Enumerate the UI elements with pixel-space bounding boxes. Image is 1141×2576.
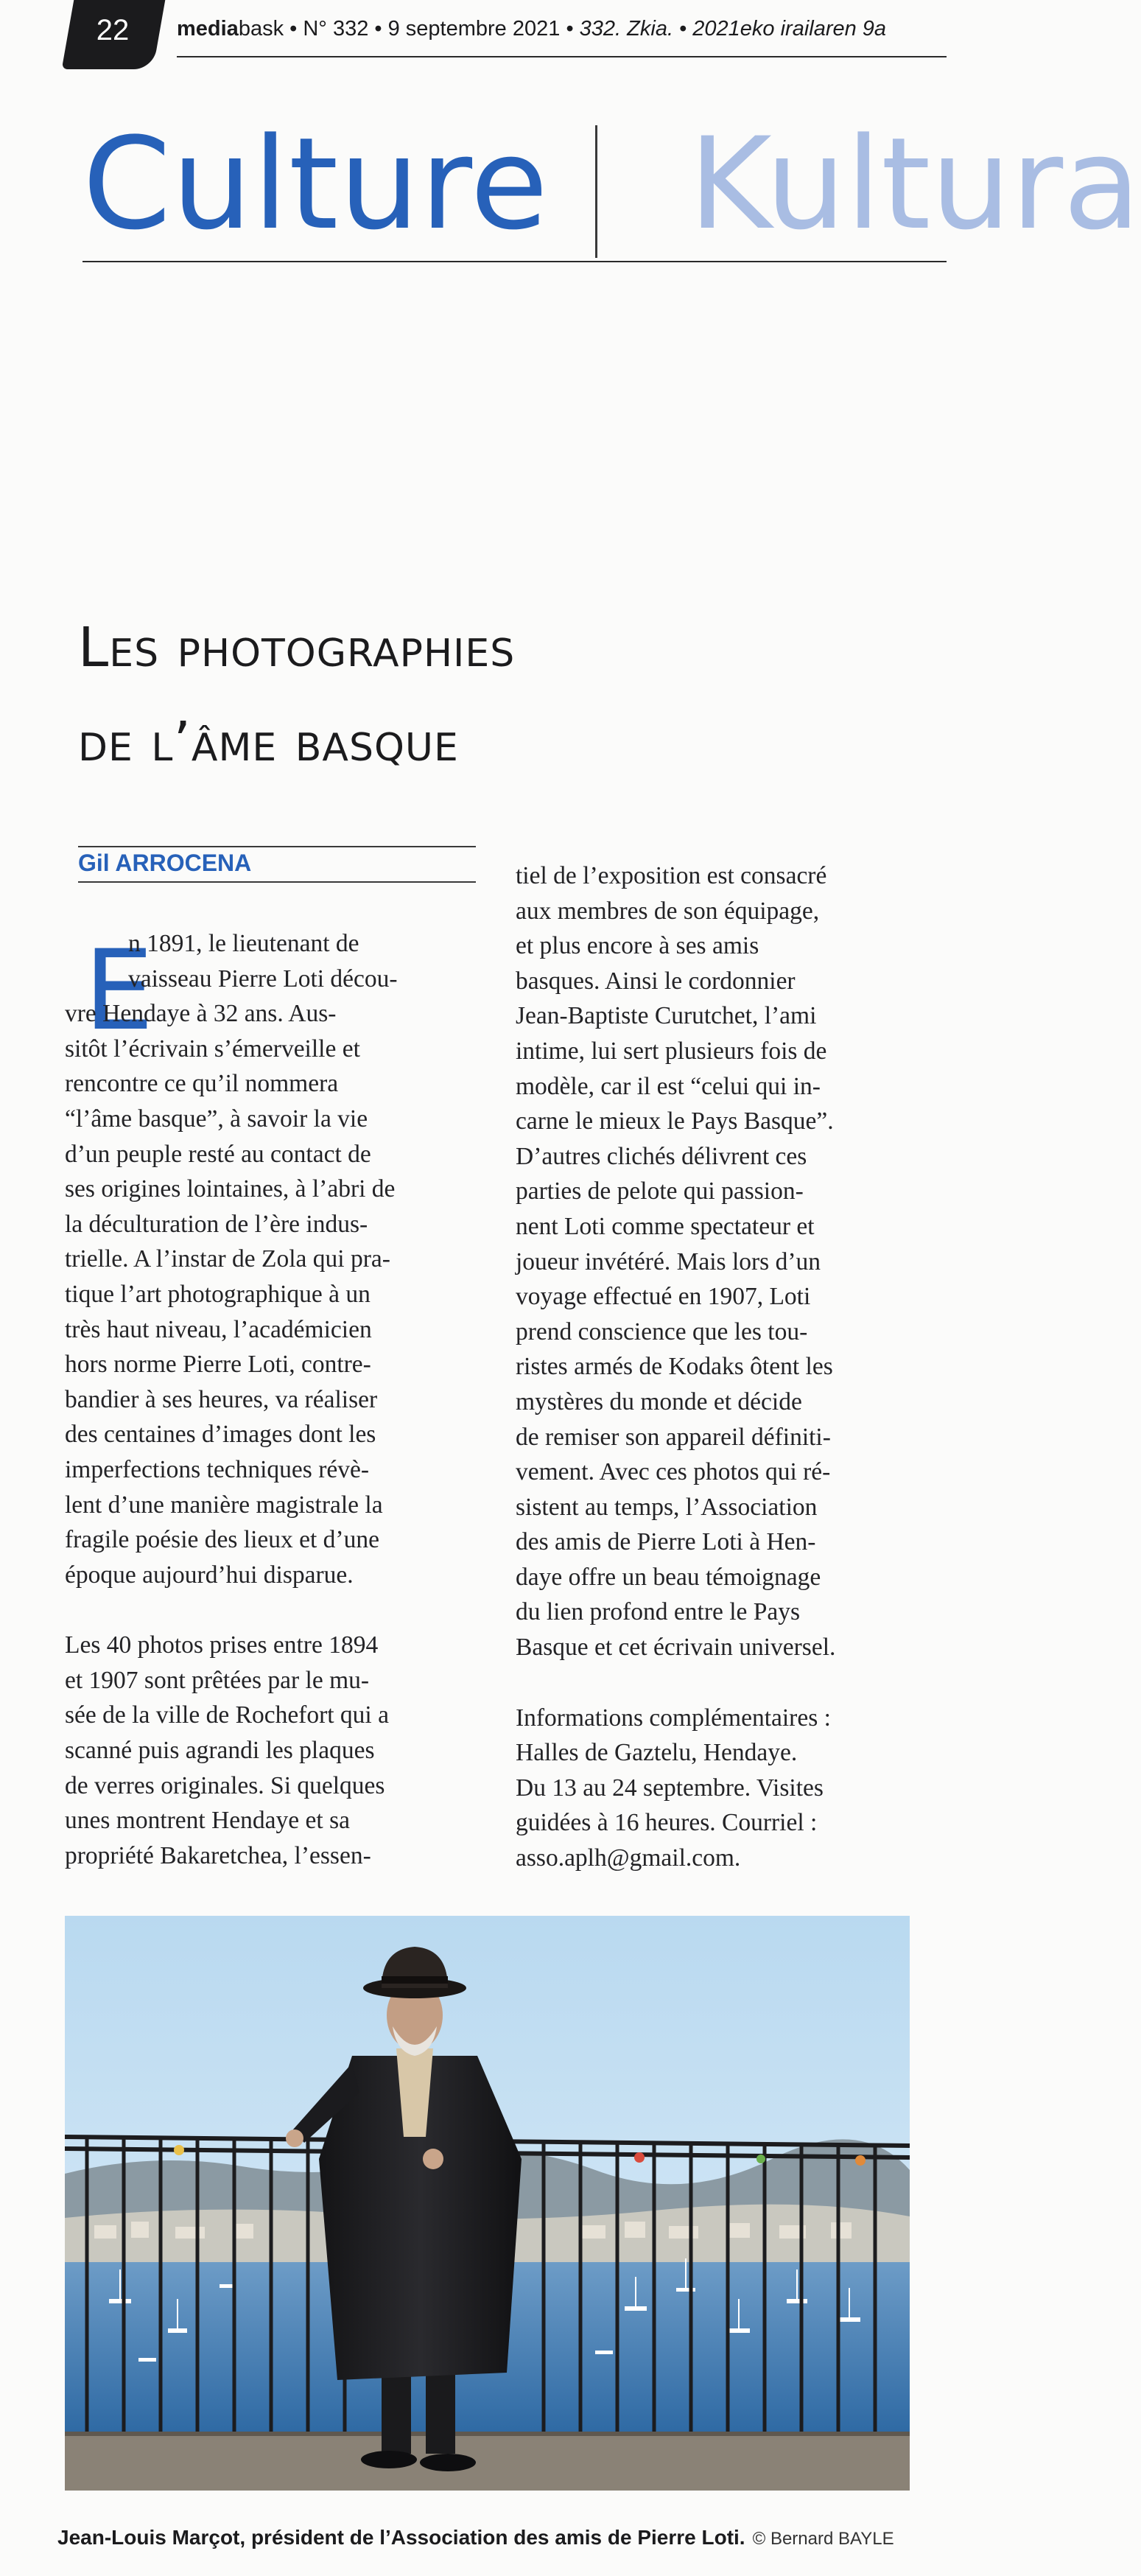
issue-info: • N° 332 • 9 septembre 2021 •: [284, 17, 580, 41]
text-line: très haut niveau, l’académicien: [65, 1315, 372, 1343]
text-line: de verres originales. Si quelques: [65, 1771, 385, 1799]
text-line: rencontre ce qu’il nommera: [65, 1070, 339, 1098]
info-line: Du 13 au 24 septembre. Visites: [516, 1774, 824, 1802]
paragraph-gap: [65, 1592, 474, 1628]
info-line: Halles de Gaztelu, Hendaye.: [516, 1739, 798, 1767]
title-line: Les photographies: [78, 616, 516, 679]
text-line: bandier à ses heures, va réaliser: [65, 1385, 378, 1413]
drop-cap: E: [84, 927, 154, 1055]
caption-text: Jean-Louis Marçot, président de l’Association des amis de Pierre Loti.: [57, 2526, 745, 2549]
text-line: vement. Avec ces photos qui ré-: [516, 1458, 831, 1486]
text-line: hors norme Pierre Loti, contre-: [65, 1351, 371, 1379]
issue-info-basque: 332. Zkia. • 2021eko irailaren 9a: [579, 17, 887, 41]
title-line: de l’âme basque: [78, 710, 459, 774]
text-line: de remiser son appareil définiti-: [516, 1423, 831, 1451]
text-line: basques. Ainsi le cordonnier: [516, 967, 796, 995]
text-line: daye offre un beau témoignage: [516, 1563, 821, 1591]
text-line: Les 40 photos prises entre 1894: [65, 1631, 379, 1659]
text-line: parties de pelote qui passion-: [516, 1177, 804, 1205]
text-line: [65, 926, 474, 962]
text-line: [65, 962, 474, 997]
brand-media: media: [177, 17, 239, 41]
section-title-french: Culture: [82, 110, 550, 258]
text-line: nent Loti comme spectateur et: [516, 1212, 815, 1240]
article-column-1: [65, 926, 474, 1873]
text-line: aux membres de son équipage,: [516, 897, 820, 925]
byline-rule-bottom: [78, 881, 476, 883]
text-line: unes montrent Hendaye et sa: [65, 1807, 350, 1835]
text-line: voyage effectué en 1907, Loti: [516, 1283, 811, 1311]
text-line: D’autres clichés délivrent ces: [516, 1142, 807, 1170]
text-line: prend conscience que les tou-: [516, 1317, 808, 1345]
text-line: imperfections techniques révè-: [65, 1455, 369, 1483]
text-line: mystères du monde et décide: [516, 1387, 802, 1415]
text-line: ristes armés de Kodaks ôtent les: [516, 1353, 833, 1381]
paragraph-gap: [516, 1665, 917, 1701]
page-number: 22: [96, 14, 130, 46]
text-line: ses origines lointaines, à l’abri de: [65, 1175, 396, 1203]
info-line: asso.aplh@gmail.com.: [516, 1844, 741, 1872]
text-line: la déculturation de l’ère indus-: [65, 1210, 368, 1238]
section-title-basque: Kultura: [689, 110, 1141, 258]
portrait-photo: [65, 1916, 910, 2491]
issue-header: [177, 10, 947, 47]
text-line: modèle, car il est “celui qui in-: [516, 1072, 821, 1100]
text-line: des centaines d’images dont les: [65, 1421, 376, 1449]
text-line-text: n 1891, le lieutenant de: [128, 930, 359, 957]
article-title: [78, 601, 888, 789]
text-line: vre Hendaye à 32 ans. Aus-: [65, 1000, 337, 1028]
photo-caption: [57, 2523, 894, 2552]
text-line: carne le mieux le Pays Basque”.: [516, 1107, 834, 1135]
text-line: du lien profond entre le Pays: [516, 1598, 801, 1626]
text-line: sistent au temps, l’Association: [516, 1493, 818, 1521]
text-line: d’un peuple resté au contact de: [65, 1140, 371, 1168]
text-line: “l’âme basque”, à savoir la vie: [65, 1105, 368, 1133]
section-divider: [595, 125, 597, 258]
text-line: trielle. A l’instar de Zola qui pra-: [65, 1245, 390, 1273]
brand-bask: bask: [238, 17, 284, 41]
article-column-2: [516, 858, 917, 1876]
photo-credit: © Bernard BAYLE: [752, 2529, 894, 2549]
text-line: sitôt l’écrivain s’émerveille et: [65, 1035, 360, 1063]
text-line: tiel de l’exposition est consacré: [516, 862, 827, 889]
text-line: Jean-Baptiste Curutchet, l’ami: [516, 1002, 817, 1030]
header-divider: [177, 56, 947, 57]
text-line: et plus encore à ses amis: [516, 932, 759, 960]
text-line: scanné puis agrandi les plaques: [65, 1737, 375, 1765]
info-line: guidées à 16 heures. Courriel :: [516, 1809, 818, 1837]
text-line: lent d’une manière magistrale la: [65, 1491, 383, 1519]
text-line: intime, lui sert plusieurs fois de: [516, 1037, 827, 1065]
byline: Gil ARROCENA: [78, 850, 252, 876]
info-line: Informations complémentaires :: [516, 1704, 831, 1732]
text-line-text: vaisseau Pierre Loti décou-: [128, 965, 398, 993]
text-line: tique l’art photographique à un: [65, 1280, 371, 1308]
text-line: sée de la ville de Rochefort qui a: [65, 1701, 389, 1729]
text-line: fragile poésie des lieux et d’une: [65, 1526, 379, 1554]
text-line: des amis de Pierre Loti à Hen-: [516, 1528, 816, 1556]
section-rule: [82, 261, 947, 262]
text-line: époque aujourd’hui disparue.: [65, 1561, 354, 1589]
text-line: Basque et cet écrivain universel.: [516, 1634, 836, 1662]
text-line: propriété Bakaretchea, l’essen-: [65, 1841, 371, 1869]
text-line: joueur invétéré. Mais lors d’un: [516, 1247, 821, 1275]
text-line: et 1907 sont prêtées par le mu-: [65, 1666, 370, 1694]
